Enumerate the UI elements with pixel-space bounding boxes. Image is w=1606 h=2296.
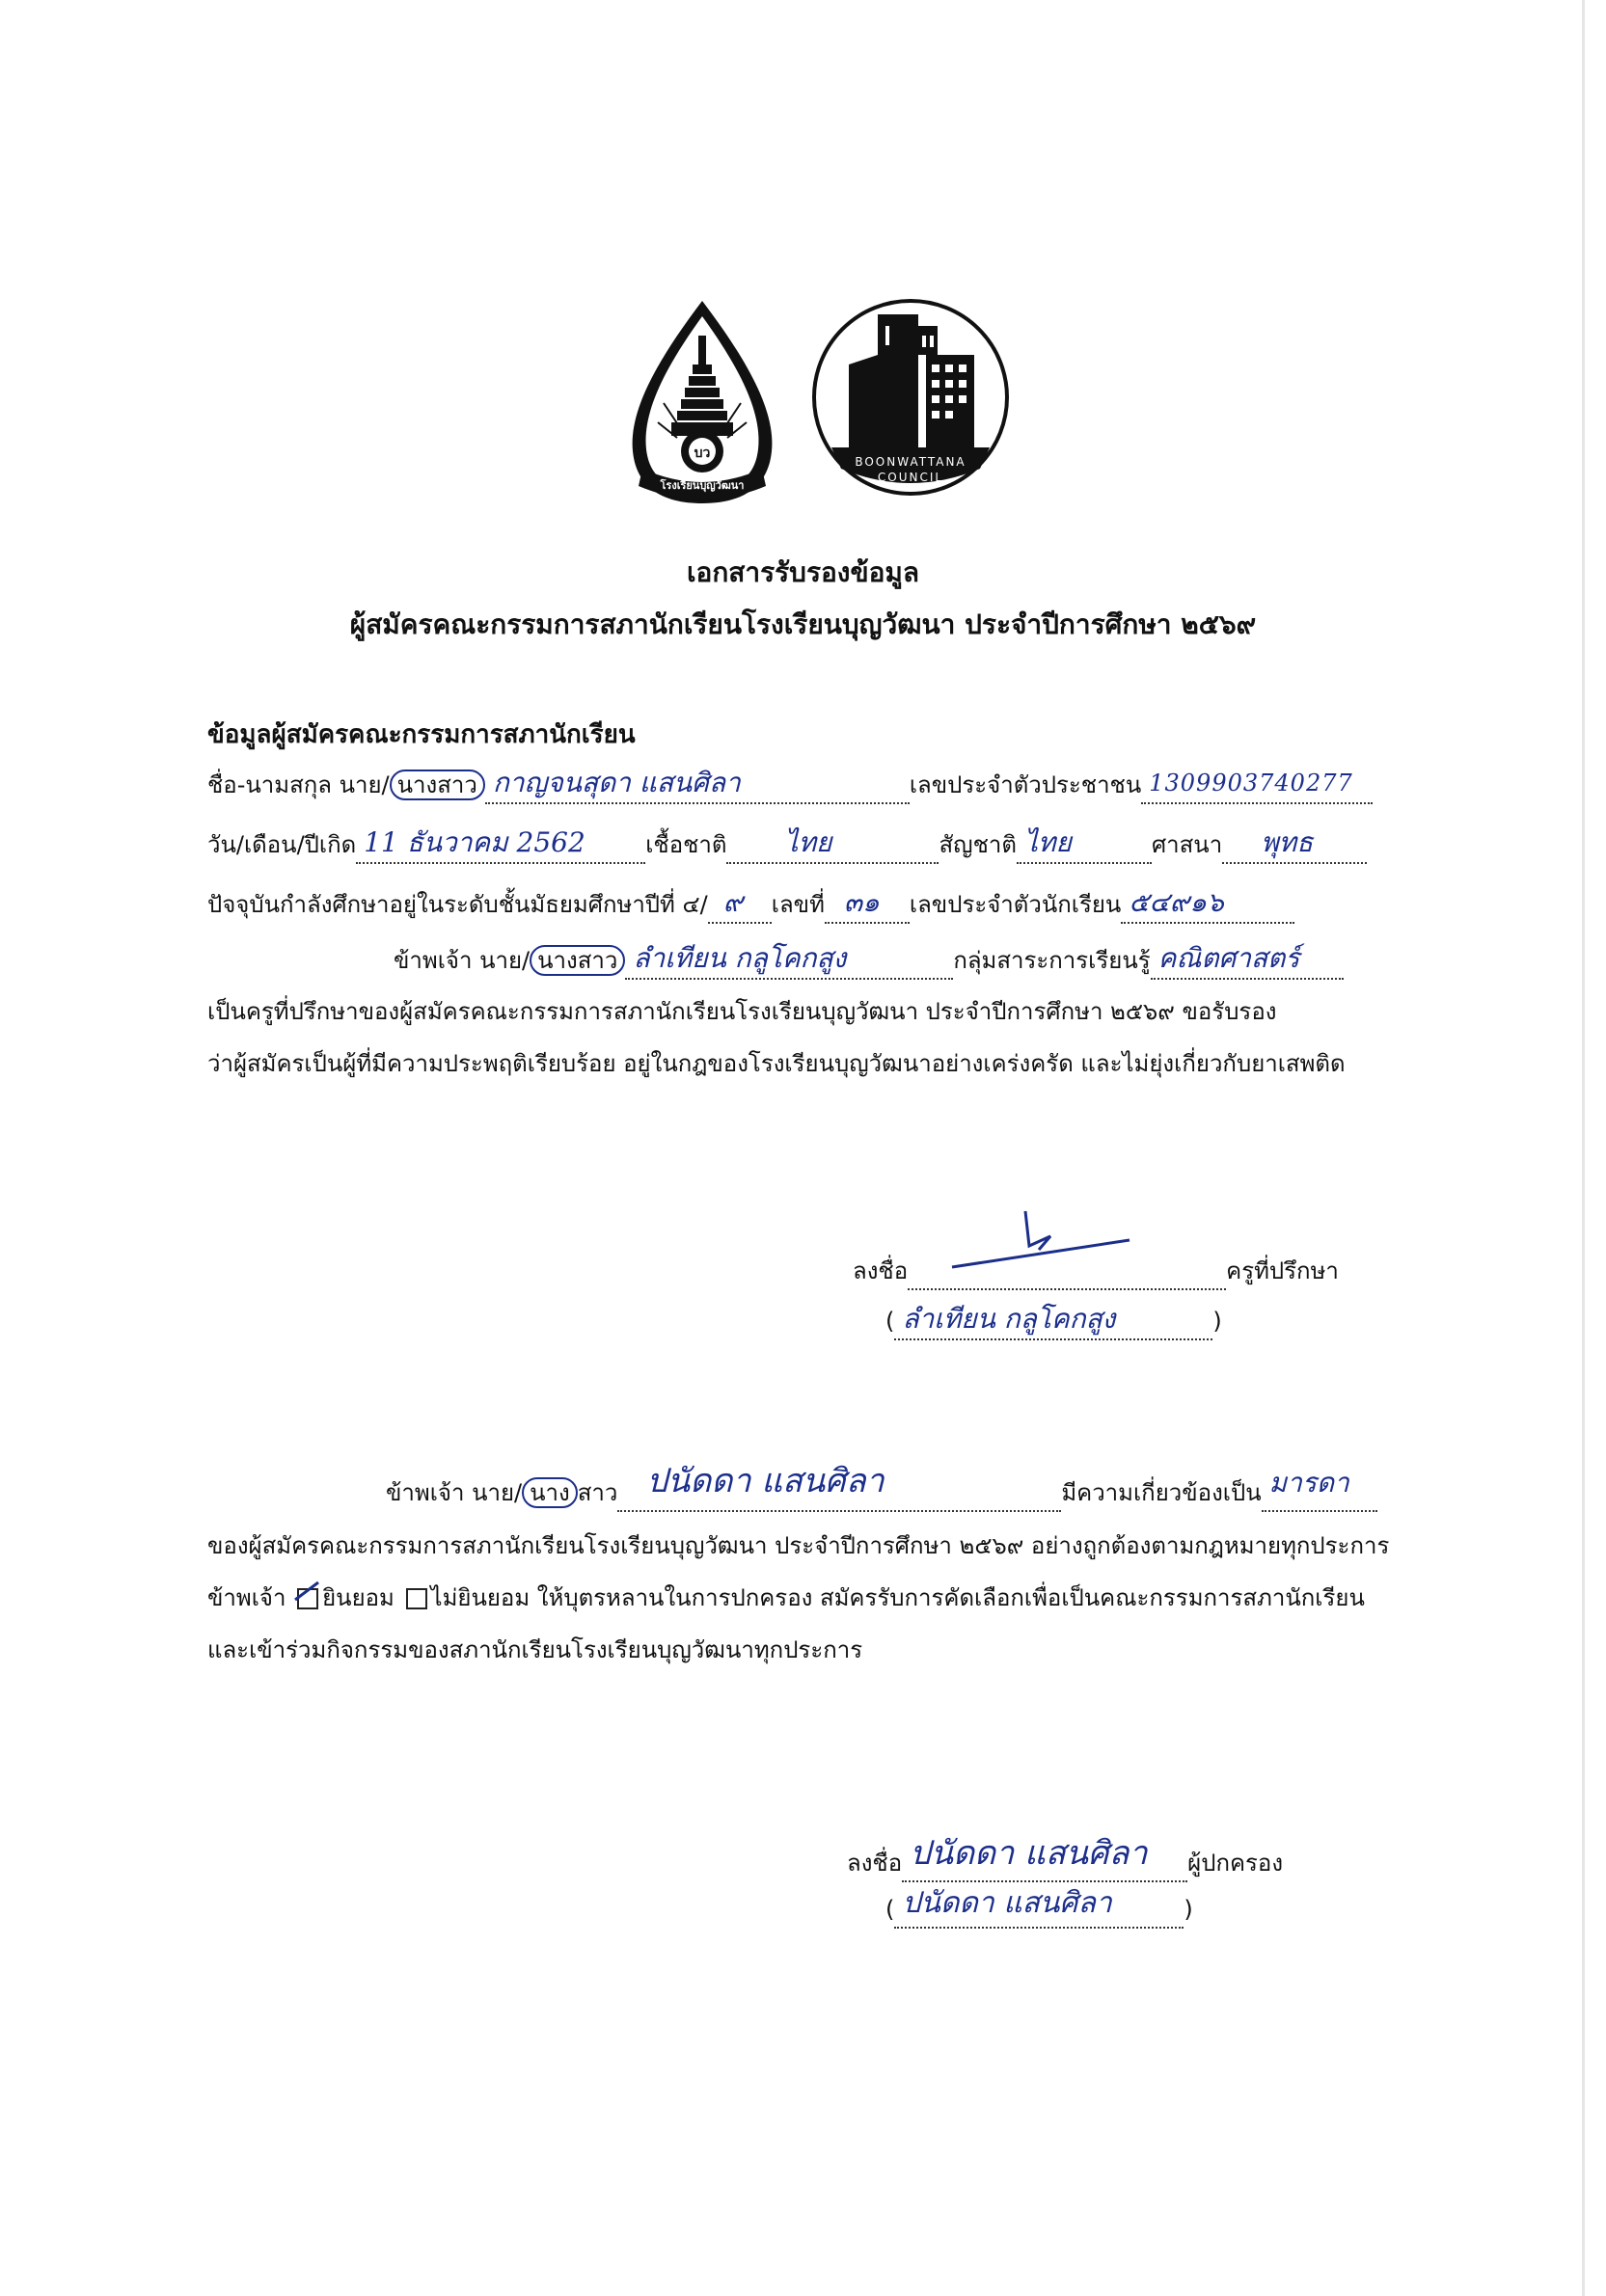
document-title: เอกสารรับรองข้อมูล [686, 556, 920, 588]
teacher-row [394, 941, 1344, 980]
guardian-para-line-3: และเข้าร่วมกิจกรรมของสภานักเรียนโรงเรียนบุญวัฒนาทุกประการ [207, 1636, 863, 1663]
emblem-banner-text: โรงเรียนบุญวัฒนา [660, 479, 745, 492]
teacher-title-circled: นางสาว [530, 945, 625, 976]
race-label: เชื้อชาติ [645, 831, 727, 858]
guardian-para-line-1: ของผู้สมัครคณะกรรมการสภานักเรียนโรงเรียนบุญวัฒนา ประจำปีการศึกษา ๒๕๖๙ อย่างถูกต้องตามกฎหมายทุกประการ [207, 1532, 1390, 1559]
close-paren-2: ) [1184, 1896, 1193, 1923]
guardian-printed-name-field[interactable] [894, 1886, 1184, 1929]
guardian-name-field[interactable] [617, 1462, 1061, 1512]
consent-line [207, 1572, 1403, 1624]
teacher-name-value: ลำเทียน กลูโคกสูง [633, 942, 847, 974]
grade-label: ปัจจุบันกำลังศึกษาอยู่ในระดับชั้นมัธยมศึกษาปีที่ ๔/ [207, 891, 708, 918]
applicant-dob-row [207, 825, 1367, 864]
dob-field[interactable] [356, 826, 645, 864]
guardian-title-rest: สาว [577, 1479, 618, 1506]
grade-value: ๙ [722, 886, 744, 918]
applicant-grade-row [207, 885, 1294, 924]
checkmark-icon [293, 1580, 320, 1609]
council-logo-text-1: BOONWATTANA [855, 455, 966, 469]
relation-value: มารดา [1268, 1467, 1349, 1499]
school-emblem-logo [625, 297, 779, 507]
teacher-intro-label: ข้าพเจ้า นาย/ [394, 947, 531, 974]
teacher-role-label: ครูที่ปรึกษา [1226, 1257, 1339, 1284]
guardian-title-circled: นาง [522, 1477, 578, 1508]
consent-rest: ให้บุตรหลานในการปกครอง สมัครรับการคัดเลือกเพื่อเป็นคณะกรรมการสภานักเรียน [536, 1584, 1365, 1611]
guardian-paragraph [207, 1520, 1403, 1676]
guardian-signature-field[interactable] [902, 1834, 1187, 1882]
teacher-printed-name-row [885, 1302, 1222, 1340]
teacher-signature-field[interactable] [908, 1256, 1226, 1290]
citizen-id-value: 1309903740277 [1149, 770, 1353, 797]
religion-label: ศาสนา [1151, 831, 1223, 858]
applicant-title-circled: นางสาว [390, 770, 485, 800]
religion-field[interactable] [1222, 826, 1367, 864]
race-field[interactable] [726, 826, 939, 864]
number-value: ๓๑ [843, 886, 880, 918]
number-label: เลขที่ [771, 891, 825, 918]
consent-no-checkbox[interactable] [406, 1588, 427, 1609]
consent-yes-label: ยินยอม [322, 1584, 395, 1611]
teacher-para-line-1: เป็นครูที่ปรึกษาของผู้สมัครคณะกรรมการสภานักเรียนโรงเรียนบุญวัฒนา ประจำปีการศึกษา ๒๕๖๙ ขอรับรอง [207, 998, 1277, 1025]
page-edge [1582, 0, 1585, 2296]
guardian-signature-value: ปนัดดา แสนศิลา [910, 1834, 1148, 1873]
teacher-signature-row [853, 1252, 1339, 1290]
consent-prefix: ข้าพเจ้า [207, 1584, 286, 1611]
guardian-signature-row [847, 1834, 1284, 1882]
teacher-paragraph [207, 986, 1403, 1090]
department-value: คณิตศาสตร์ [1157, 942, 1300, 974]
nationality-field[interactable] [1017, 826, 1152, 864]
citizen-id-label: เลขประจำตัวประชาชน [909, 771, 1142, 798]
consent-no-label: ไม่ยินยอม [430, 1584, 531, 1611]
close-paren: ) [1212, 1308, 1222, 1335]
religion-value: พุทธ [1261, 826, 1314, 858]
guardian-printed-name: ปนัดดา แสนศิลา [902, 1886, 1112, 1920]
applicant-name-row [207, 766, 1373, 804]
consent-yes-checkbox[interactable] [297, 1588, 318, 1609]
teacher-printed-name: ลำเทียน กลูโคกสูง [902, 1303, 1116, 1335]
document-subtitle: ผู้สมัครคณะกรรมการสภานักเรียนโรงเรียนบุญวัฒนา ประจำปีการศึกษา ๒๕๖๙ [349, 608, 1257, 640]
open-paren-2: ( [885, 1896, 895, 1923]
student-id-field[interactable] [1121, 886, 1294, 924]
number-field[interactable] [825, 886, 910, 924]
department-label: กลุ่มสาระการเรียนรู้ [953, 947, 1151, 974]
council-logo-text-2: COUNCIL [877, 471, 944, 484]
teacher-para-line-2: ว่าผู้สมัครเป็นผู้ที่มีความประพฤติเรียบร้อย อยู่ในกฎของโรงเรียนบุญวัฒนาอย่างเคร่งครัด และไม่ยุ่งเกี่ยวกับยาเสพติด [207, 1050, 1346, 1077]
grade-field[interactable] [708, 886, 772, 924]
race-value: ไทย [784, 826, 832, 858]
applicant-name-field[interactable] [485, 767, 910, 804]
guardian-sign-label: ลงชื่อ [847, 1850, 903, 1877]
teacher-sign-label: ลงชื่อ [853, 1257, 909, 1284]
guardian-row [386, 1462, 1377, 1512]
dob-value: 11 ธันวาคม 2562 [364, 826, 585, 858]
guardian-intro-label: ข้าพเจ้า นาย/ [386, 1479, 523, 1506]
guardian-role-label: ผู้ปกครอง [1187, 1850, 1284, 1877]
relation-label: มีความเกี่ยวข้องเป็น [1061, 1479, 1262, 1506]
student-id-value: ๕๔๙๑๖ [1129, 886, 1224, 918]
teacher-signature-image [946, 1207, 1139, 1275]
student-id-label: เลขประจำตัวนักเรียน [909, 891, 1122, 918]
nationality-value: ไทย [1023, 826, 1072, 858]
citizen-id-field[interactable] [1141, 770, 1373, 804]
guardian-printed-name-row [885, 1886, 1193, 1929]
applicant-name-value: กาญจนสุดา แสนศิลา [492, 767, 741, 798]
applicant-name-label: ชื่อ-นามสกุล นาย/ [207, 771, 390, 798]
dob-label: วัน/เดือน/ปีเกิด [207, 831, 357, 858]
teacher-name-field[interactable] [625, 942, 953, 980]
open-paren: ( [885, 1308, 895, 1335]
section-heading: ข้อมูลผู้สมัครคณะกรรมการสภานักเรียน [207, 720, 636, 749]
council-logo [810, 297, 1011, 498]
relation-field[interactable] [1262, 1467, 1377, 1512]
guardian-name-value: ปนัดดา แสนศิลา [646, 1462, 885, 1500]
svg-text:บว: บว [694, 446, 711, 461]
department-field[interactable] [1151, 942, 1344, 980]
nationality-label: สัญชาติ [939, 831, 1017, 858]
teacher-printed-name-field[interactable] [894, 1303, 1212, 1340]
